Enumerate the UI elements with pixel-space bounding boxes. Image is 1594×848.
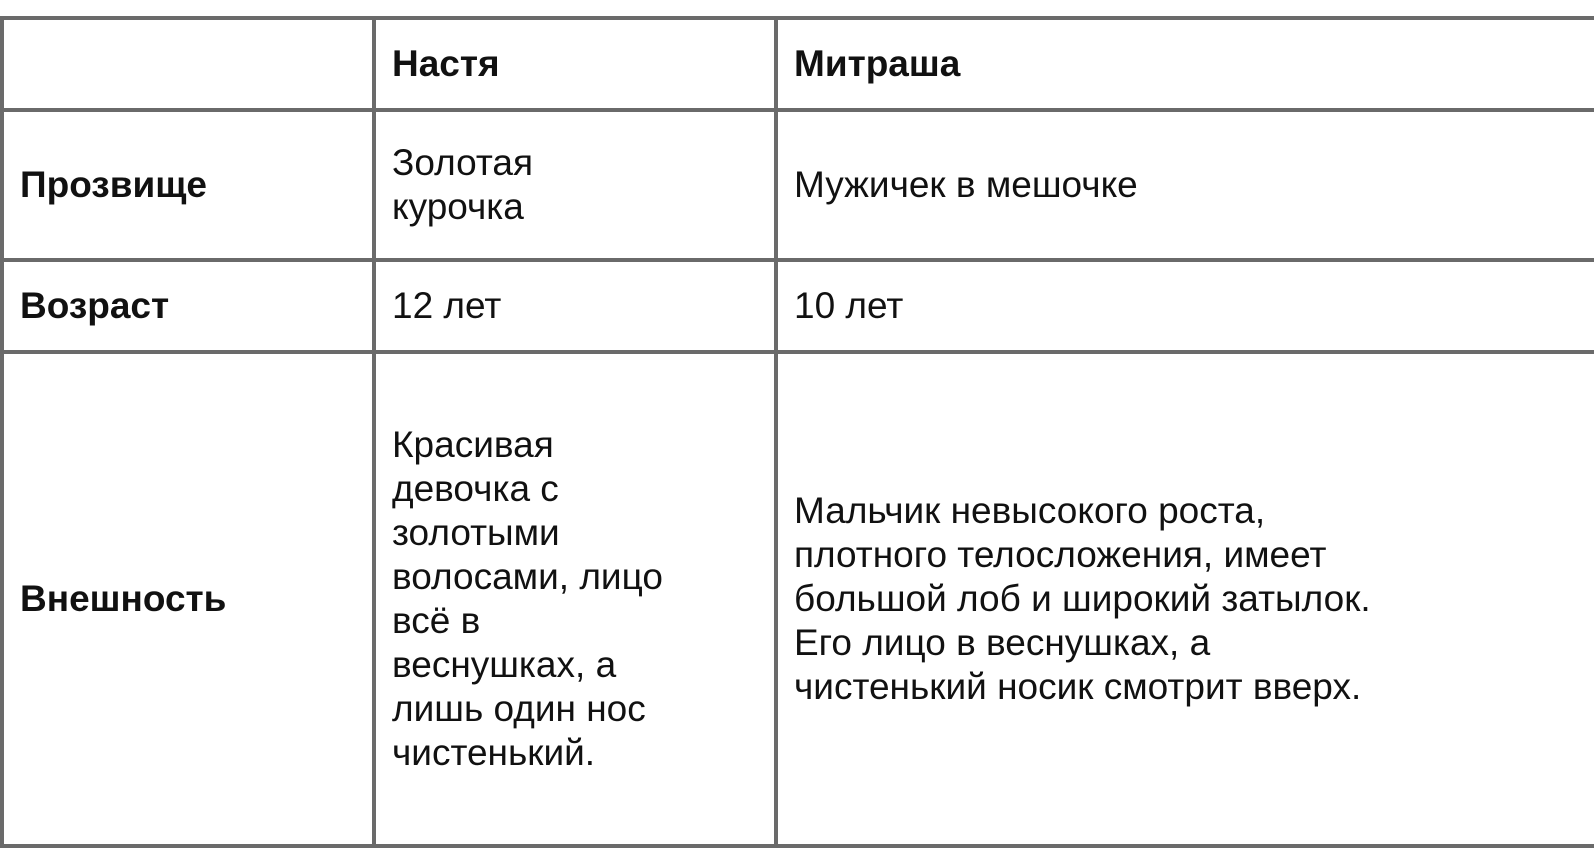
header-mitrasha: Митраша [776, 18, 1594, 110]
row-label-nickname: Прозвище [2, 110, 374, 260]
cell-mitrasha-appearance [776, 352, 1594, 846]
cell-nastya-age [374, 260, 776, 352]
table-row-age [2, 260, 1594, 352]
table-row-nickname [2, 110, 1594, 260]
row-label-appearance: Внешность [2, 352, 374, 846]
header-nastya: Настя [374, 18, 776, 110]
row-label-age: Возраст [2, 260, 374, 352]
cell-text: Золотая курочка [392, 142, 534, 227]
header-corner-cell [2, 18, 374, 110]
comparison-table [0, 16, 1594, 848]
cell-mitrasha-age [776, 260, 1594, 352]
cell-mitrasha-nickname [776, 110, 1594, 260]
table-header-row [2, 18, 1594, 110]
cell-text: Мужичек в мешочке [794, 164, 1138, 205]
cell-text: Красивая девочка с золотыми волосами, лицо всё в веснушках, а лишь один нос чистенький. [392, 424, 663, 773]
cell-nastya-appearance [374, 352, 776, 846]
table-row-appearance [2, 352, 1594, 846]
comparison-table-container [0, 16, 1594, 844]
cell-nastya-nickname [374, 110, 776, 260]
cell-text: 10 лет [794, 285, 904, 326]
cell-text: 12 лет [392, 285, 502, 326]
cell-text: Мальчик невысокого роста, плотного телосложения, имеет большой лоб и широкий затылок. Его лицо в веснушках, а чистенький носик смотрит вверх. [794, 490, 1371, 707]
